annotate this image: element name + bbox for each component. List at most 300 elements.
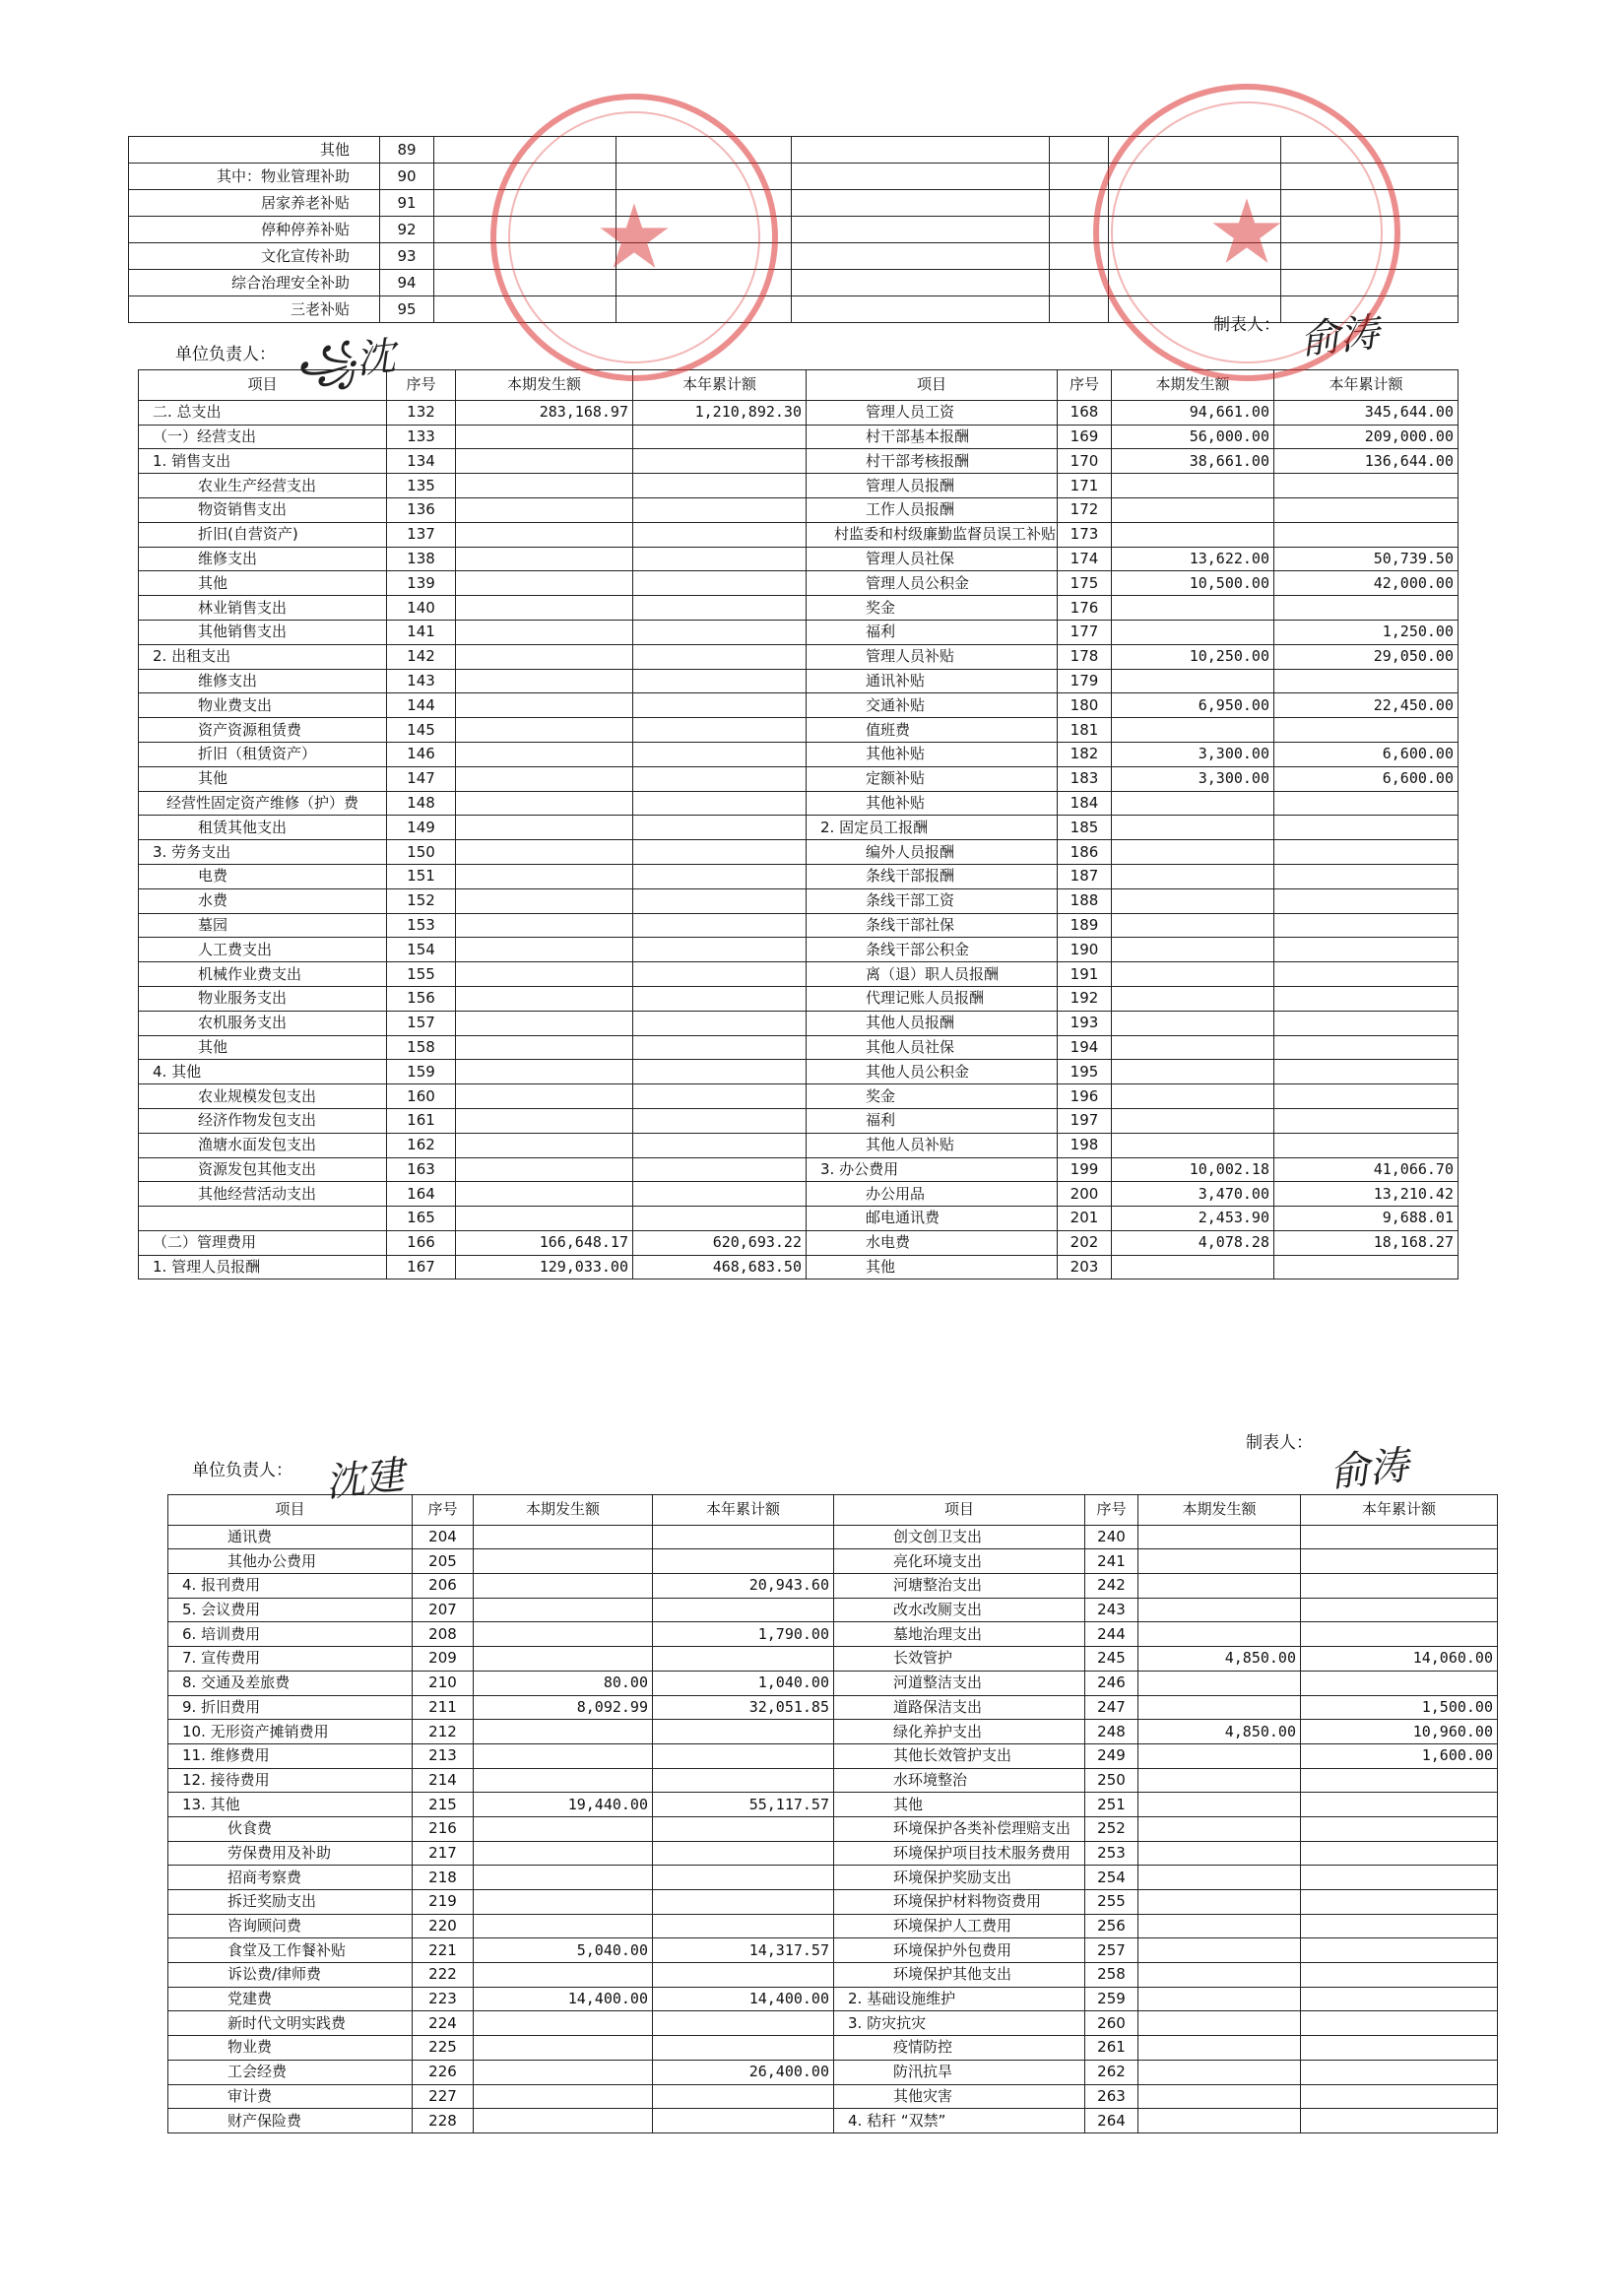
item-cell: 财产保险费	[168, 2109, 413, 2133]
item-cell: 环境保护外包费用	[834, 1938, 1085, 1963]
seq-cell: 94	[380, 270, 434, 296]
amount-cell	[633, 693, 807, 718]
seq-cell: 171	[1058, 474, 1112, 498]
column-header: 本期发生额	[1138, 1495, 1301, 1526]
amount-cell	[633, 742, 807, 766]
amount-cell	[1301, 2060, 1498, 2084]
official-seal-right	[1093, 84, 1400, 381]
seq-cell: 212	[413, 1720, 474, 1744]
item-cell: 环境保护项目技术服务费用	[834, 1841, 1085, 1866]
item-cell: 道路保洁支出	[834, 1695, 1085, 1720]
amount-cell	[1274, 596, 1459, 621]
amount-cell: 29,050.00	[1274, 644, 1459, 669]
item-cell: 资源发包其他支出	[139, 1157, 387, 1182]
table-row	[139, 1060, 1459, 1084]
amount-cell: 26,400.00	[653, 2060, 834, 2084]
amount-cell	[653, 1914, 834, 1938]
amount-cell: 2,453.90	[1112, 1207, 1274, 1231]
table-row	[139, 1011, 1459, 1035]
table-row	[139, 449, 1459, 474]
amount-cell	[633, 449, 807, 474]
amount-cell	[1138, 1816, 1301, 1841]
seq-cell: 133	[387, 425, 456, 449]
seq-cell: 161	[387, 1108, 456, 1133]
amount-cell	[1138, 2084, 1301, 2109]
seq-cell: 214	[413, 1768, 474, 1793]
amount-cell: 4,078.28	[1112, 1230, 1274, 1255]
amount-cell	[653, 1720, 834, 1744]
seq-cell: 160	[387, 1084, 456, 1109]
seq-cell: 179	[1058, 669, 1112, 693]
preparer-label-2: 制表人：	[1246, 1433, 1313, 1453]
amount-cell	[1274, 1108, 1459, 1133]
seq-cell: 262	[1085, 2060, 1138, 2084]
amount-cell	[633, 816, 807, 840]
item-cell: 招商考察费	[168, 1866, 413, 1890]
seq-cell: 247	[1085, 1695, 1138, 1720]
item-cell: 9. 折旧费用	[168, 1695, 413, 1720]
amount-cell: 38,661.00	[1112, 449, 1274, 474]
item-cell	[792, 296, 1050, 323]
seq-cell: 209	[413, 1647, 474, 1672]
table-row	[168, 1695, 1498, 1720]
table-row	[139, 840, 1459, 865]
column-header: 本期发生额	[1112, 370, 1274, 401]
amount-cell	[633, 1084, 807, 1109]
seq-cell: 167	[387, 1255, 456, 1279]
amount-cell	[633, 425, 807, 449]
seq-cell: 134	[387, 449, 456, 474]
amount-cell	[1301, 1987, 1498, 2011]
amount-cell	[456, 742, 633, 766]
table-row	[139, 1230, 1459, 1255]
amount-cell	[456, 620, 633, 644]
seq-cell: 244	[1085, 1622, 1138, 1647]
amount-cell	[1138, 1671, 1301, 1695]
amount-cell	[1301, 2084, 1498, 2109]
amount-cell: 14,060.00	[1301, 1647, 1498, 1672]
item-cell: 13. 其他	[168, 1793, 413, 1817]
item-cell: 其他	[807, 1255, 1058, 1279]
amount-cell	[1301, 1963, 1498, 1988]
seq-cell: 206	[413, 1574, 474, 1599]
column-header: 序号	[1085, 1495, 1138, 1526]
amount-cell	[1274, 474, 1459, 498]
item-cell: 拆迁奖励支出	[168, 1890, 413, 1915]
seq-cell: 189	[1058, 913, 1112, 938]
amount-cell	[456, 1011, 633, 1035]
amount-cell	[456, 986, 633, 1011]
item-cell: 村监委和村级廉勤监督员误工补贴	[807, 522, 1058, 547]
item-cell: 文化宣传补助	[129, 243, 380, 270]
item-cell: 电费	[139, 864, 387, 888]
amount-cell	[456, 938, 633, 962]
seq-cell: 216	[413, 1816, 474, 1841]
item-cell: 维修支出	[139, 547, 387, 571]
amount-cell	[474, 1743, 653, 1768]
amount-cell	[456, 766, 633, 791]
seq-cell: 243	[1085, 1598, 1138, 1622]
item-cell: 物资销售支出	[139, 497, 387, 522]
table-row	[139, 1255, 1459, 1279]
seq-cell: 152	[387, 888, 456, 913]
amount-cell	[1301, 1938, 1498, 1963]
table-row	[139, 938, 1459, 962]
amount-cell	[633, 1108, 807, 1133]
item-cell: 村干部考核报酬	[807, 449, 1058, 474]
seq-cell: 139	[387, 571, 456, 596]
amount-cell: 8,092.99	[474, 1695, 653, 1720]
amount-cell	[1112, 1011, 1274, 1035]
amount-cell	[1112, 1035, 1274, 1060]
amount-cell	[1274, 1255, 1459, 1279]
item-cell: 环境保护人工费用	[834, 1914, 1085, 1938]
table-row	[168, 1768, 1498, 1793]
amount-cell: 4,850.00	[1138, 1720, 1301, 1744]
seq-cell: 177	[1058, 620, 1112, 644]
item-cell: 1. 管理人员报酬	[139, 1255, 387, 1279]
amount-cell	[456, 888, 633, 913]
amount-cell	[1138, 1549, 1301, 1574]
amount-cell: 129,033.00	[456, 1255, 633, 1279]
table-row	[168, 1598, 1498, 1622]
item-cell: 离（退）职人员报酬	[807, 962, 1058, 987]
item-cell: 绿化养护支出	[834, 1720, 1085, 1744]
item-cell: 审计费	[168, 2084, 413, 2109]
table-row	[168, 2084, 1498, 2109]
amount-cell	[474, 1622, 653, 1647]
amount-cell	[1138, 2011, 1301, 2036]
item-cell: 长效管护	[834, 1647, 1085, 1672]
seq-cell: 261	[1085, 2036, 1138, 2061]
table-row	[168, 1841, 1498, 1866]
seq-cell: 176	[1058, 596, 1112, 621]
item-cell: 管理人员公积金	[807, 571, 1058, 596]
amount-cell	[633, 1060, 807, 1084]
item-cell: 河塘整治支出	[834, 1574, 1085, 1599]
amount-cell	[653, 1816, 834, 1841]
item-cell: 编外人员报酬	[807, 840, 1058, 865]
amount-cell	[1274, 962, 1459, 987]
table-row	[139, 497, 1459, 522]
item-cell: 其他	[834, 1793, 1085, 1817]
seq-cell: 166	[387, 1230, 456, 1255]
item-cell: 1. 销售支出	[139, 449, 387, 474]
amount-cell	[633, 791, 807, 816]
seq-cell: 159	[387, 1060, 456, 1084]
item-cell	[792, 164, 1050, 190]
amount-cell	[1138, 1743, 1301, 1768]
amount-cell	[1274, 816, 1459, 840]
column-header: 本年累计额	[633, 370, 807, 401]
item-cell: 条线干部公积金	[807, 938, 1058, 962]
seq-cell: 205	[413, 1549, 474, 1574]
amount-cell	[1274, 1133, 1459, 1157]
seq-cell: 132	[387, 400, 456, 425]
seq-cell: 178	[1058, 644, 1112, 669]
item-cell	[792, 243, 1050, 270]
seq-cell: 155	[387, 962, 456, 987]
amount-cell	[456, 693, 633, 718]
seq-cell: 172	[1058, 497, 1112, 522]
amount-cell	[456, 1060, 633, 1084]
item-cell: 诉讼费/律师费	[168, 1963, 413, 1988]
seq-cell: 188	[1058, 888, 1112, 913]
table-row	[139, 1035, 1459, 1060]
signature-preparer-1: 俞涛	[1298, 309, 1382, 364]
amount-cell	[1112, 522, 1274, 547]
seq-cell: 158	[387, 1035, 456, 1060]
seq-cell: 222	[413, 1963, 474, 1988]
seq-cell: 182	[1058, 742, 1112, 766]
seq-cell: 173	[1058, 522, 1112, 547]
seq-cell: 223	[413, 1987, 474, 2011]
item-cell: 值班费	[807, 718, 1058, 743]
item-cell: 福利	[807, 620, 1058, 644]
item-cell: 4. 报刊费用	[168, 1574, 413, 1599]
amount-cell	[1274, 840, 1459, 865]
amount-cell: 3,300.00	[1112, 742, 1274, 766]
amount-cell	[456, 864, 633, 888]
amount-cell	[474, 1841, 653, 1866]
seq-cell: 251	[1085, 1793, 1138, 1817]
amount-cell	[653, 1841, 834, 1866]
table-row	[168, 1743, 1498, 1768]
column-header: 项目	[168, 1495, 413, 1526]
amount-cell	[1301, 1574, 1498, 1599]
amount-cell: 20,943.60	[653, 1574, 834, 1599]
amount-cell	[1112, 864, 1274, 888]
amount-cell	[474, 1963, 653, 1988]
seq-cell: 219	[413, 1890, 474, 1915]
amount-cell	[474, 2060, 653, 2084]
item-cell: 环境保护其他支出	[834, 1963, 1085, 1988]
header-row	[168, 1495, 1498, 1526]
seq-cell: 201	[1058, 1207, 1112, 1231]
seq-cell: 252	[1085, 1816, 1138, 1841]
item-cell: 其他	[139, 766, 387, 791]
amount-cell: 13,622.00	[1112, 547, 1274, 571]
amount-cell: 14,317.57	[653, 1938, 834, 1963]
column-header: 本期发生额	[474, 1495, 653, 1526]
item-cell: 折旧(自营资产)	[139, 522, 387, 547]
item-cell: 2. 出租支出	[139, 644, 387, 669]
item-cell: 防汛抗旱	[834, 2060, 1085, 2084]
seq-cell: 263	[1085, 2084, 1138, 2109]
amount-cell	[1138, 2036, 1301, 2061]
amount-cell	[456, 913, 633, 938]
table-row	[168, 1866, 1498, 1890]
amount-cell	[456, 1182, 633, 1207]
star-icon: ★	[1206, 180, 1287, 285]
amount-cell	[653, 1963, 834, 1988]
item-cell: 劳保费用及补助	[168, 1841, 413, 1866]
amount-cell	[1112, 816, 1274, 840]
table-row	[139, 474, 1459, 498]
seq-cell: 207	[413, 1598, 474, 1622]
amount-cell	[456, 1035, 633, 1060]
amount-cell: 3,300.00	[1112, 766, 1274, 791]
table-row	[168, 1525, 1498, 1549]
item-cell: 奖金	[807, 596, 1058, 621]
amount-cell	[1301, 1768, 1498, 1793]
seq-cell: 193	[1058, 1011, 1112, 1035]
seq-cell: 144	[387, 693, 456, 718]
amount-cell: 1,500.00	[1301, 1695, 1498, 1720]
seq-cell: 153	[387, 913, 456, 938]
seq-cell: 256	[1085, 1914, 1138, 1938]
column-header: 序号	[413, 1495, 474, 1526]
item-cell: 工作人员报酬	[807, 497, 1058, 522]
amount-cell: 1,790.00	[653, 1622, 834, 1647]
seq-cell: 174	[1058, 547, 1112, 571]
item-cell: 3. 防灾抗灾	[834, 2011, 1085, 2036]
seq-cell: 248	[1085, 1720, 1138, 1744]
item-cell: 维修支出	[139, 669, 387, 693]
amount-cell: 41,066.70	[1274, 1157, 1459, 1182]
item-cell: 12. 接待费用	[168, 1768, 413, 1793]
item-cell: 管理人员工资	[807, 400, 1058, 425]
item-cell: 定额补贴	[807, 766, 1058, 791]
table-row	[139, 913, 1459, 938]
amount-cell: 166,648.17	[456, 1230, 633, 1255]
seq-cell: 150	[387, 840, 456, 865]
amount-cell	[633, 1011, 807, 1035]
amount-cell	[633, 913, 807, 938]
seq-cell: 228	[413, 2109, 474, 2133]
seq-cell: 260	[1085, 2011, 1138, 2036]
amount-cell: 5,040.00	[474, 1938, 653, 1963]
column-header: 序号	[387, 370, 456, 401]
item-cell: 其他办公费用	[168, 1549, 413, 1574]
amount-cell	[1138, 1598, 1301, 1622]
amount-cell	[1112, 1060, 1274, 1084]
seq-cell: 198	[1058, 1133, 1112, 1157]
table-row	[139, 962, 1459, 987]
seq-cell: 140	[387, 596, 456, 621]
signature-unit-head-1: ꧁沈	[292, 333, 398, 390]
amount-cell	[1274, 1035, 1459, 1060]
item-cell: 管理人员社保	[807, 547, 1058, 571]
seq-cell: 137	[387, 522, 456, 547]
item-cell: 其中：物业管理补助	[129, 164, 380, 190]
amount-cell	[1274, 864, 1459, 888]
amount-cell	[1274, 1084, 1459, 1109]
seq-cell: 141	[387, 620, 456, 644]
seq-cell: 197	[1058, 1108, 1112, 1133]
table-row	[168, 1816, 1498, 1841]
amount-cell: 345,644.00	[1274, 400, 1459, 425]
amount-cell	[456, 522, 633, 547]
amount-cell: 1,210,892.30	[633, 400, 807, 425]
seq-cell: 227	[413, 2084, 474, 2109]
table-row	[139, 547, 1459, 571]
seq-cell: 258	[1085, 1963, 1138, 1988]
item-cell: 环境保护各类补偿理赔支出	[834, 1816, 1085, 1841]
amount-cell	[1301, 1914, 1498, 1938]
seq-cell: 254	[1085, 1866, 1138, 1890]
amount-cell: 1,250.00	[1274, 620, 1459, 644]
table-row	[168, 1622, 1498, 1647]
seq-cell: 241	[1085, 1549, 1138, 1574]
table-row	[168, 1647, 1498, 1672]
seq-cell: 95	[380, 296, 434, 323]
item-cell: 其他	[129, 137, 380, 164]
item-cell: 停种停养补贴	[129, 217, 380, 243]
seq-cell: 186	[1058, 840, 1112, 865]
amount-cell	[1138, 1841, 1301, 1866]
amount-cell: 10,250.00	[1112, 644, 1274, 669]
amount-cell	[1112, 986, 1274, 1011]
amount-cell	[1301, 1549, 1498, 1574]
item-cell: 7. 宣传费用	[168, 1647, 413, 1672]
amount-cell: 209,000.00	[1274, 425, 1459, 449]
seq-cell: 191	[1058, 962, 1112, 987]
table-row	[139, 1108, 1459, 1133]
item-cell: 其他经营活动支出	[139, 1182, 387, 1207]
seq-cell	[1050, 164, 1109, 190]
amount-cell	[1274, 1011, 1459, 1035]
seq-cell: 142	[387, 644, 456, 669]
amount-cell	[456, 644, 633, 669]
amount-cell	[474, 1574, 653, 1599]
seq-cell: 89	[380, 137, 434, 164]
amount-cell	[633, 669, 807, 693]
amount-cell	[653, 1647, 834, 1672]
amount-cell	[456, 1157, 633, 1182]
amount-cell	[633, 474, 807, 498]
seq-cell: 175	[1058, 571, 1112, 596]
amount-cell	[653, 1890, 834, 1915]
seq-cell: 157	[387, 1011, 456, 1035]
item-cell: 其他	[139, 1035, 387, 1060]
amount-cell	[456, 816, 633, 840]
item-cell: 环境保护奖励支出	[834, 1866, 1085, 1890]
amount-cell	[633, 1182, 807, 1207]
amount-cell: 1,040.00	[653, 1671, 834, 1695]
item-cell: （二）管理费用	[139, 1230, 387, 1255]
seq-cell: 135	[387, 474, 456, 498]
amount-cell	[653, 2109, 834, 2133]
amount-cell	[633, 888, 807, 913]
table-row	[168, 2011, 1498, 2036]
item-cell: 2. 基础设施维护	[834, 1987, 1085, 2011]
item-cell: 5. 会议费用	[168, 1598, 413, 1622]
item-cell: 其他人员补贴	[807, 1133, 1058, 1157]
amount-cell	[1301, 1841, 1498, 1866]
item-cell: 折旧（租赁资产）	[139, 742, 387, 766]
seq-cell: 203	[1058, 1255, 1112, 1279]
item-cell: 农业规模发包支出	[139, 1084, 387, 1109]
amount-cell	[456, 1207, 633, 1231]
item-cell: 伙食费	[168, 1816, 413, 1841]
amount-cell	[633, 986, 807, 1011]
amount-cell	[633, 1157, 807, 1182]
item-cell: 其他补贴	[807, 791, 1058, 816]
table-row	[139, 742, 1459, 766]
amount-cell: 56,000.00	[1112, 425, 1274, 449]
item-cell: 通讯费	[168, 1525, 413, 1549]
amount-cell	[474, 1647, 653, 1672]
seq-cell: 156	[387, 986, 456, 1011]
seq-cell	[1050, 137, 1109, 164]
table-row	[168, 1938, 1498, 1963]
amount-cell	[1138, 1695, 1301, 1720]
seq-cell: 185	[1058, 816, 1112, 840]
seq-cell: 199	[1058, 1157, 1112, 1182]
seq-cell: 165	[387, 1207, 456, 1231]
amount-cell	[653, 1768, 834, 1793]
